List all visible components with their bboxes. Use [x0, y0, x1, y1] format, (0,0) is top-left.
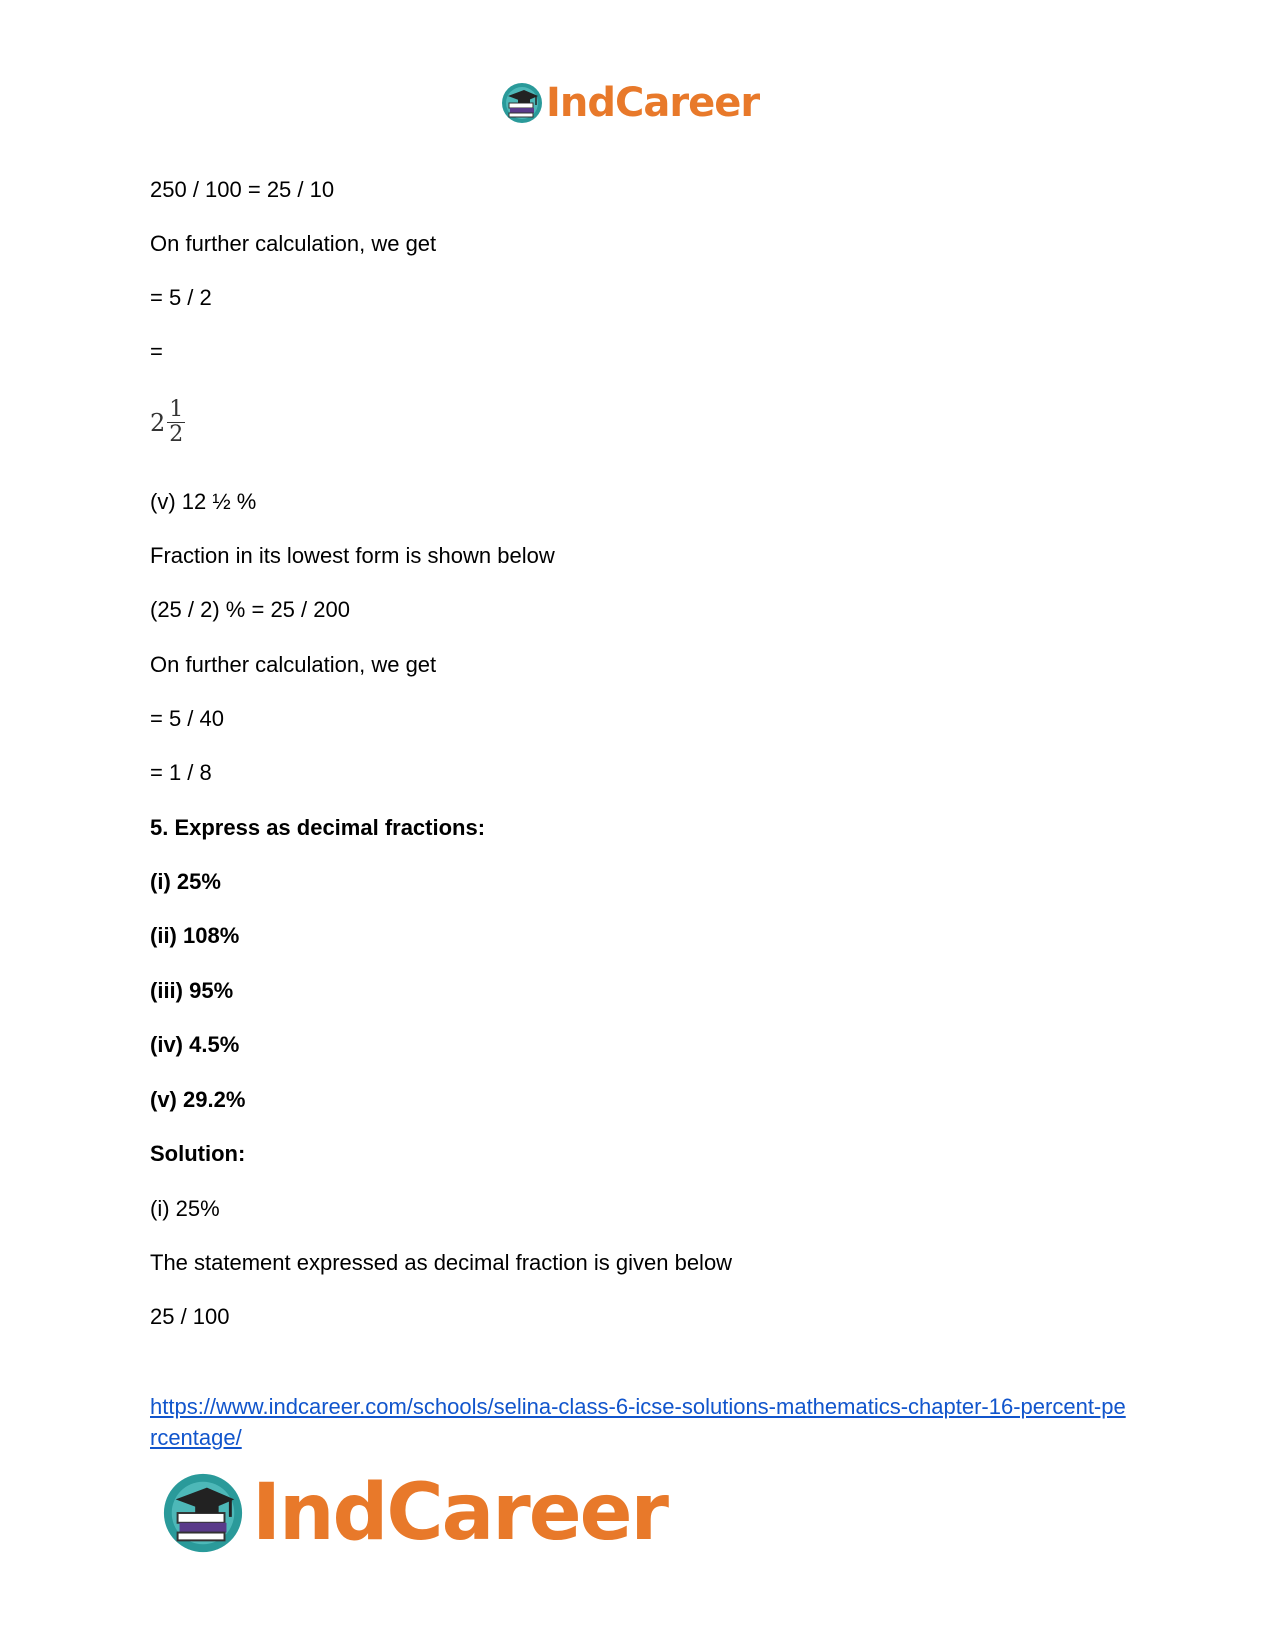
text-line: The statement expressed as decimal fraction is given below [150, 1250, 733, 1275]
text-line: (v) 12 ½ % [150, 489, 257, 514]
fraction-whole: 2 [150, 408, 166, 437]
text-line: On further calculation, we get [150, 652, 437, 677]
text-line: = [150, 339, 163, 364]
graduation-book-icon [500, 81, 544, 125]
question-item: (v) 29.2% [150, 1087, 246, 1112]
text-line: = 5 / 40 [150, 706, 225, 731]
question-item: (iv) 4.5% [150, 1032, 240, 1057]
fraction-numerator: 1 [169, 397, 184, 422]
header-logo [500, 78, 780, 128]
source-link[interactable]: https://www.indcareer.com/schools/selina-class-6-icse-solutions-mathematics-chapter-16-percent-percentage/ [150, 1394, 1126, 1450]
mixed-fraction [150, 398, 185, 447]
text-line: = 1 / 8 [150, 760, 212, 785]
text-line: = 5 / 2 [150, 285, 212, 310]
text-line: Fraction in its lowest form is shown below [150, 543, 555, 568]
solution-heading: Solution: [150, 1141, 246, 1166]
question-heading: 5. Express as decimal fractions: [150, 815, 486, 840]
question-item: (iii) 95% [150, 978, 234, 1003]
footer-logo [160, 1465, 700, 1560]
question-item: (i) 25% [150, 869, 221, 894]
text-line: 250 / 100 = 25 / 10 [150, 177, 335, 202]
fraction-part [167, 398, 185, 447]
text-line: 25 / 100 [150, 1304, 230, 1329]
header-logo-text: IndCareer [546, 80, 760, 126]
footer-logo-text: IndCareer [252, 1467, 667, 1558]
fraction-denominator: 2 [169, 422, 184, 447]
question-item: (ii) 108% [150, 923, 240, 948]
text-line: (25 / 2) % = 25 / 200 [150, 597, 350, 622]
text-line: (i) 25% [150, 1196, 220, 1221]
graduation-book-icon [160, 1470, 246, 1556]
text-line: On further calculation, we get [150, 231, 437, 256]
